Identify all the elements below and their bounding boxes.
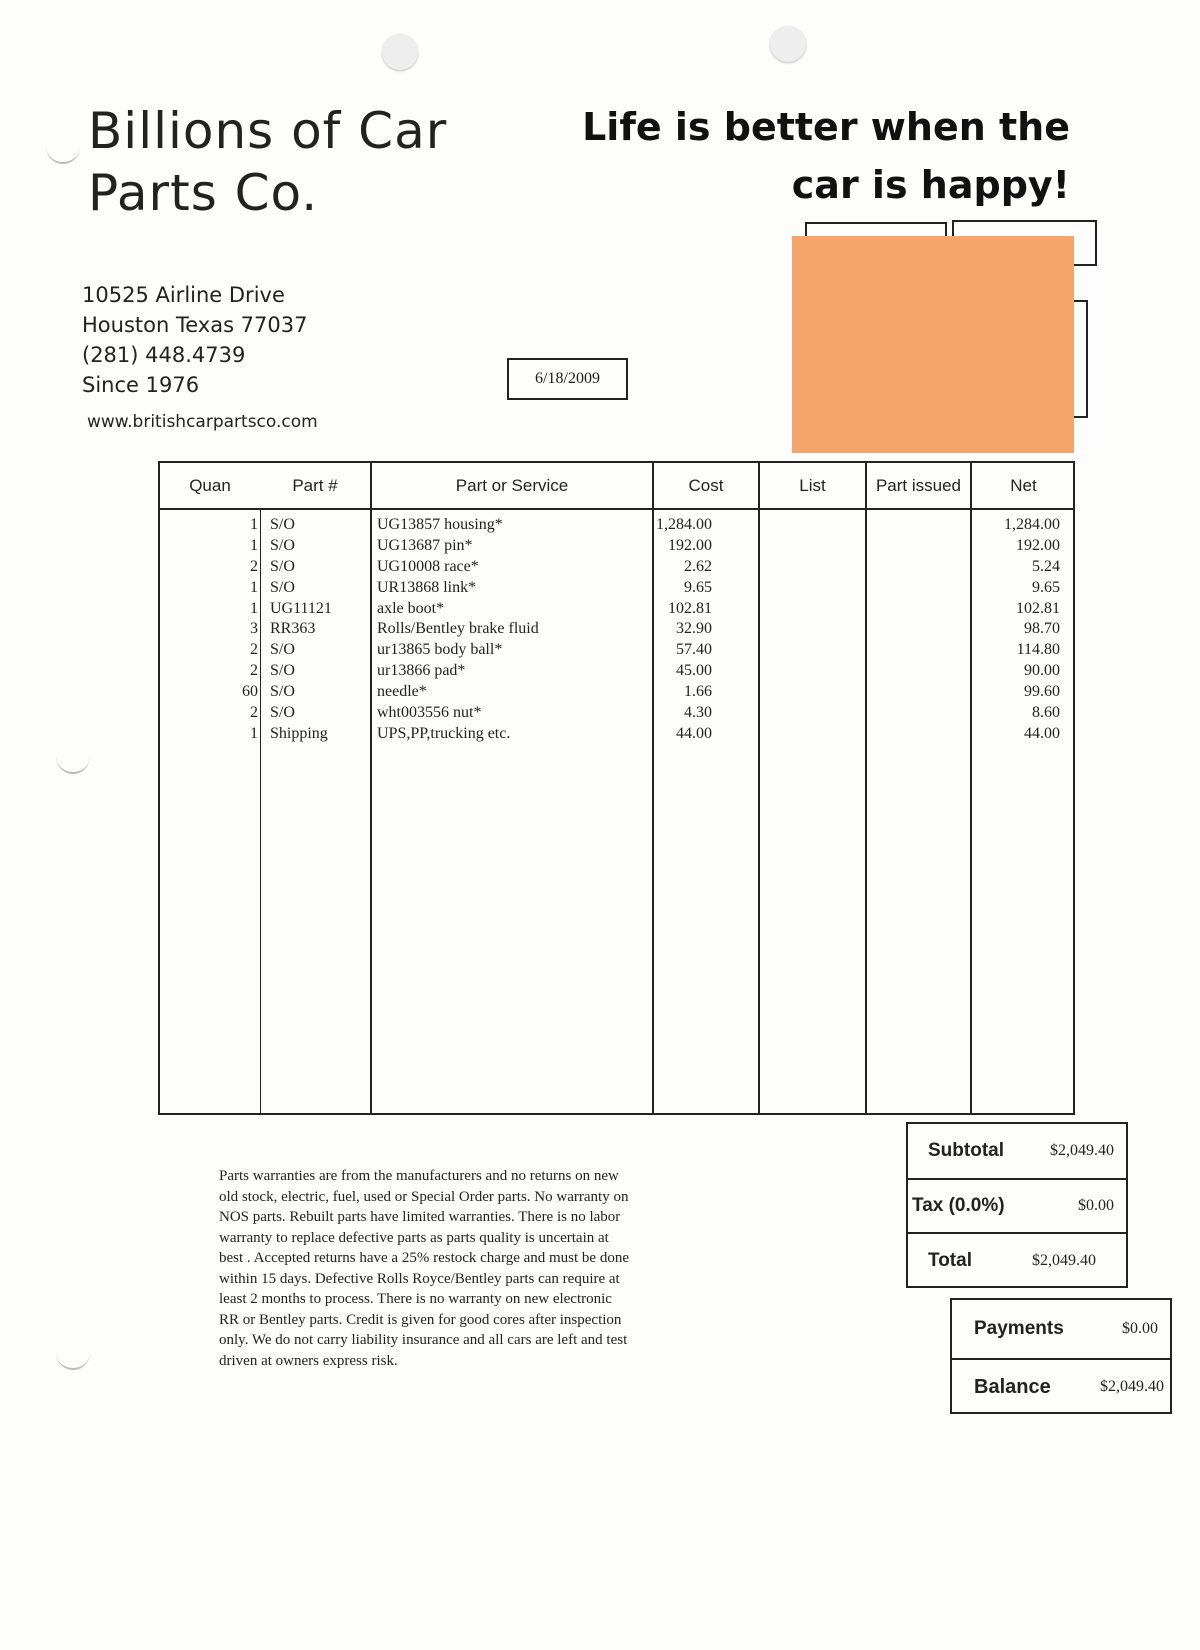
warranty-notice: Parts warranties are from the manufacturers and no returns on new old stock, electric, fuel, used or Special Order parts. No warranty on NOS parts. Rebuilt parts have limited warranties. There is no labor warranty to replace defective parts as parts quality is uncertain at best . Accepted returns have a 25% restock charge and must be done within 15 days. Defective Rolls Royce/Bentley parts can require at least 2 months to process. There is no warranty on new electronic RR or Bentley parts. Credit is given for good cores after inspection only. We do not carry liability insurance and all cars are left and test driven at owners express risk. xyxy=(219,1168,629,1369)
row-net: 99.60 xyxy=(1024,683,1060,701)
table-row xyxy=(160,578,1073,599)
table-row xyxy=(160,515,1073,536)
balance-label: Balance xyxy=(974,1375,1051,1398)
row-quantity: 1 xyxy=(250,516,258,533)
header-part-issued: Part issued xyxy=(875,475,962,495)
row-net: 90.00 xyxy=(1024,662,1060,680)
company-name-line1: Billions of Car xyxy=(88,102,448,160)
row-cost: 57.40 xyxy=(676,641,712,659)
row-net: 8.60 xyxy=(1032,704,1060,722)
header-quan: Quan xyxy=(189,475,231,495)
table-row xyxy=(160,661,1073,682)
row-part-number: S/O xyxy=(270,683,295,701)
row-part-or-service: ur13865 body ball* xyxy=(377,641,503,659)
invoice-date: 6/18/2009 xyxy=(507,358,628,400)
row-net: 44.00 xyxy=(1024,724,1060,742)
punch-hole-top-left xyxy=(382,34,418,70)
line-items xyxy=(160,515,1073,745)
row-part-number: Shipping xyxy=(270,724,328,742)
header-part-or-service: Part or Service xyxy=(455,475,569,495)
row-part-or-service: Rolls/Bentley brake fluid xyxy=(377,620,539,638)
table-row xyxy=(160,599,1073,620)
row-quantity: 2 xyxy=(250,557,258,575)
row-quantity: 2 xyxy=(250,641,258,659)
row-cost: 4.30 xyxy=(684,704,712,722)
punch-hole-left-3 xyxy=(56,1348,90,1370)
row-part-number: S/O xyxy=(270,536,295,554)
row-cost: 1.66 xyxy=(684,683,712,701)
tax-label: Tax (0.0%) xyxy=(912,1195,1005,1216)
row-part-number: S/O xyxy=(270,641,295,659)
address-since: Since 1976 xyxy=(82,373,200,397)
row-part-number: S/O xyxy=(270,662,295,680)
row-part-number: S/O xyxy=(270,578,295,596)
row-part-or-service: UPS,PP,trucking etc. xyxy=(377,724,511,742)
row-quantity: 2 xyxy=(250,662,258,680)
row-cost: 32.90 xyxy=(676,620,712,638)
table-row xyxy=(160,557,1073,578)
tax-value: $0.00 xyxy=(1078,1197,1114,1214)
address-phone: (281) 448.4739 xyxy=(82,343,246,367)
row-net: 192.00 xyxy=(1016,536,1060,554)
row-part-number: S/O xyxy=(270,704,295,722)
row-quantity: 2 xyxy=(250,704,258,722)
total-value: $2,049.40 xyxy=(1032,1252,1096,1269)
row-part-or-service: UG13687 pin* xyxy=(377,536,473,554)
tax-row xyxy=(908,1180,1126,1232)
row-part-or-service: UG13857 housing* xyxy=(377,516,503,533)
row-part-or-service: ur13866 pad* xyxy=(377,662,466,680)
row-part-or-service: axle boot* xyxy=(377,599,445,617)
company-name-line2: Parts Co. xyxy=(88,164,319,222)
address-street: 10525 Airline Drive xyxy=(82,283,285,307)
row-net: 1,284.00 xyxy=(1004,516,1060,533)
header-list: List xyxy=(799,475,826,495)
tagline-line2: car is happy! xyxy=(791,163,1070,207)
payments-box xyxy=(950,1298,1172,1414)
payments-label: Payments xyxy=(974,1318,1064,1339)
table-row xyxy=(160,536,1073,557)
line-items-table xyxy=(158,461,1075,1115)
table-row xyxy=(160,682,1073,703)
company-address xyxy=(82,280,307,400)
row-quantity: 60 xyxy=(242,683,258,701)
row-part-or-service: UG10008 race* xyxy=(377,557,479,575)
row-cost: 2.62 xyxy=(684,557,712,575)
row-quantity: 1 xyxy=(250,578,258,596)
row-cost: 192.00 xyxy=(668,536,712,554)
table-row xyxy=(160,640,1073,661)
row-part-or-service: wht003556 nut* xyxy=(377,704,482,722)
punch-hole-left-1 xyxy=(46,142,80,164)
row-part-number: RR363 xyxy=(270,620,316,638)
redaction-sticky-note xyxy=(792,236,1074,453)
table-row xyxy=(160,724,1073,745)
tagline-line1: Life is better when the xyxy=(582,105,1070,149)
balance-value: $2,049.40 xyxy=(1100,1378,1164,1395)
row-net: 98.70 xyxy=(1024,620,1060,638)
subtotal-row xyxy=(908,1124,1126,1178)
row-cost: 45.00 xyxy=(676,662,712,680)
row-quantity: 1 xyxy=(250,599,258,617)
header-net: Net xyxy=(1010,475,1037,495)
balance-row xyxy=(952,1360,1170,1414)
punch-hole-top-right xyxy=(770,26,806,62)
table-row xyxy=(160,619,1073,640)
row-part-number: S/O xyxy=(270,557,295,575)
payments-row xyxy=(952,1300,1170,1358)
row-cost: 102.81 xyxy=(668,599,712,617)
row-part-number: S/O xyxy=(270,516,295,533)
company-website: www.britishcarpartsco.com xyxy=(87,412,318,432)
row-part-or-service: UR13868 link* xyxy=(377,578,477,596)
row-net: 102.81 xyxy=(1016,599,1060,617)
subtotal-label: Subtotal xyxy=(928,1140,1004,1161)
row-quantity: 3 xyxy=(250,620,258,638)
totals-box xyxy=(906,1122,1128,1288)
address-city: Houston Texas 77037 xyxy=(82,313,308,337)
row-cost: 44.00 xyxy=(676,724,712,742)
row-part-number: UG11121 xyxy=(270,599,332,617)
total-label: Total xyxy=(928,1250,972,1271)
header-cost: Cost xyxy=(688,475,724,495)
row-cost: 1,284.00 xyxy=(656,516,712,533)
row-net: 5.24 xyxy=(1032,557,1060,575)
tagline xyxy=(560,98,1070,214)
company-name xyxy=(88,100,447,224)
row-quantity: 1 xyxy=(250,536,258,554)
table-row xyxy=(160,703,1073,724)
header-part-number: Part # xyxy=(292,475,338,495)
payments-value: $0.00 xyxy=(1122,1320,1158,1337)
row-part-or-service: needle* xyxy=(377,683,427,701)
row-cost: 9.65 xyxy=(684,578,712,596)
row-quantity: 1 xyxy=(250,724,258,742)
row-net: 114.80 xyxy=(1016,641,1060,659)
total-row xyxy=(908,1234,1126,1288)
punch-hole-left-2 xyxy=(56,752,90,774)
row-net: 9.65 xyxy=(1032,578,1060,596)
subtotal-value: $2,049.40 xyxy=(1050,1142,1114,1159)
